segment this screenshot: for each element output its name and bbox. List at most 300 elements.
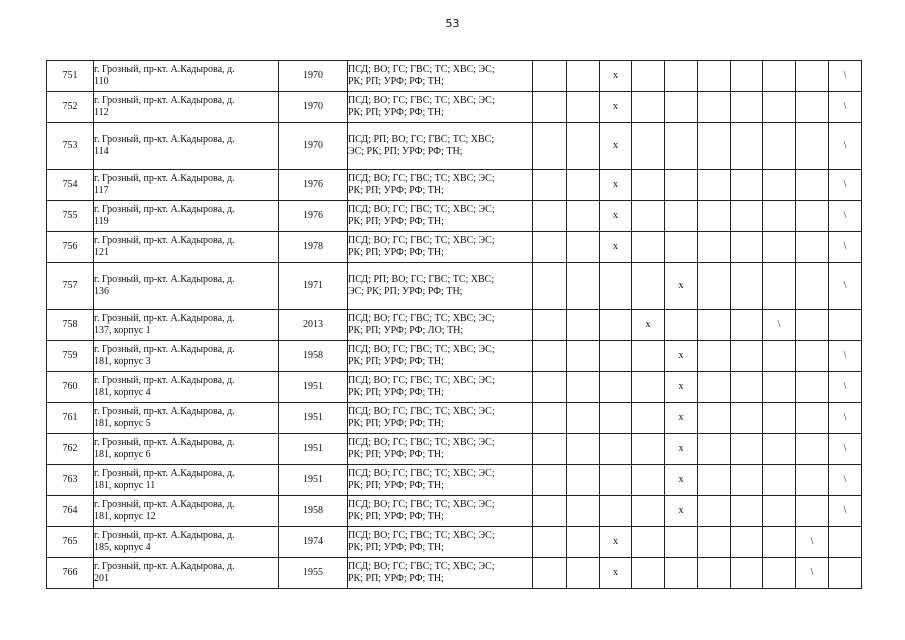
- mark-cell: x: [600, 92, 632, 123]
- year-cell: 1970: [279, 61, 348, 92]
- services-line-1: ПСД; ВО; ГС; ГВС; ТС; ХВС; ЭС;: [348, 437, 495, 448]
- services-cell: [348, 496, 533, 527]
- services-line-1: ПСД; ВО; ГС; ГВС; ТС; ХВС; ЭС;: [348, 344, 495, 355]
- year-cell: 1951: [279, 434, 348, 465]
- year-cell: 1970: [279, 92, 348, 123]
- services-line-2: РК; РП; УРФ; РФ; ТН;: [348, 387, 444, 398]
- year-cell: 1978: [279, 232, 348, 263]
- mark-cell: [731, 403, 763, 434]
- address-cell: [94, 310, 279, 341]
- services-cell: [348, 92, 533, 123]
- address-cell: [94, 403, 279, 434]
- row-number-cell: 762: [47, 434, 94, 465]
- mark-cell-last: \: [829, 61, 862, 92]
- mark-cell: [567, 465, 600, 496]
- mark-cell: [632, 201, 665, 232]
- address-line-1: г. Грозный, пр-кт. А.Кадырова, д.: [94, 468, 235, 479]
- mark-cell: x: [632, 310, 665, 341]
- address-line-2: 121: [94, 247, 109, 258]
- mark-cell: [698, 232, 731, 263]
- services-line-2: РК; РП; УРФ; РФ; ТН;: [348, 449, 444, 460]
- services-cell: [348, 465, 533, 496]
- mark-cell: [567, 123, 600, 170]
- mark-cell: [796, 434, 829, 465]
- mark-cell: [731, 92, 763, 123]
- mark-cell: [698, 201, 731, 232]
- mark-cell: [533, 372, 567, 403]
- address-line-1: г. Грозный, пр-кт. А.Кадырова, д.: [94, 406, 235, 417]
- mark-cell: [632, 403, 665, 434]
- year-cell: 1951: [279, 372, 348, 403]
- address-cell: [94, 558, 279, 589]
- mark-cell: [632, 170, 665, 201]
- year-cell: 1951: [279, 403, 348, 434]
- mark-cell: [763, 232, 796, 263]
- mark-cell: [698, 170, 731, 201]
- mark-cell: [731, 496, 763, 527]
- mark-cell: [665, 123, 698, 170]
- mark-cell: [600, 341, 632, 372]
- mark-cell: [665, 527, 698, 558]
- row-number-cell: 763: [47, 465, 94, 496]
- services-cell: [348, 263, 533, 310]
- table-row: [47, 527, 862, 558]
- services-cell: [348, 372, 533, 403]
- table-row: [47, 170, 862, 201]
- mark-cell: [763, 465, 796, 496]
- mark-cell: [731, 434, 763, 465]
- address-cell: [94, 465, 279, 496]
- mark-cell: [698, 92, 731, 123]
- mark-cell: [632, 123, 665, 170]
- mark-cell: [533, 201, 567, 232]
- mark-cell: [533, 232, 567, 263]
- year-cell: 1971: [279, 263, 348, 310]
- mark-cell: [763, 527, 796, 558]
- services-line-2: РК; РП; УРФ; РФ; ТН;: [348, 542, 444, 553]
- mark-cell: [600, 465, 632, 496]
- services-cell: [348, 61, 533, 92]
- address-cell: [94, 170, 279, 201]
- mark-cell: [796, 170, 829, 201]
- row-number-cell: 756: [47, 232, 94, 263]
- address-line-1: г. Грозный, пр-кт. А.Кадырова, д.: [94, 344, 235, 355]
- mark-cell: x: [600, 232, 632, 263]
- services-line-1: ПСД; ВО; ГС; ГВС; ТС; ХВС; ЭС;: [348, 64, 495, 75]
- mark-cell: x: [665, 341, 698, 372]
- services-cell: [348, 123, 533, 170]
- mark-cell: x: [600, 558, 632, 589]
- mark-cell: [567, 496, 600, 527]
- mark-cell: [698, 341, 731, 372]
- address-line-2: 112: [94, 107, 109, 118]
- housing-register-table: [46, 60, 862, 589]
- mark-cell: [567, 310, 600, 341]
- services-line-1: ПСД; РП; ВО; ГС; ГВС; ТС; ХВС;: [348, 134, 495, 145]
- mark-cell: [533, 263, 567, 310]
- mark-cell: [796, 372, 829, 403]
- address-line-1: г. Грозный, пр-кт. А.Кадырова, д.: [94, 235, 235, 246]
- mark-cell: [698, 372, 731, 403]
- mark-cell: x: [665, 403, 698, 434]
- row-number-cell: 757: [47, 263, 94, 310]
- mark-cell: [796, 403, 829, 434]
- table-row: [47, 61, 862, 92]
- address-cell: [94, 263, 279, 310]
- mark-cell: [533, 61, 567, 92]
- mark-cell: [533, 465, 567, 496]
- row-number-cell: 753: [47, 123, 94, 170]
- mark-cell: [763, 61, 796, 92]
- services-line-1: ПСД; ВО; ГС; ГВС; ТС; ХВС; ЭС;: [348, 313, 495, 324]
- mark-cell: [632, 496, 665, 527]
- mark-cell: [600, 496, 632, 527]
- mark-cell: [632, 465, 665, 496]
- table-row: [47, 372, 862, 403]
- mark-cell: [731, 170, 763, 201]
- services-line-1: ПСД; ВО; ГС; ГВС; ТС; ХВС; ЭС;: [348, 173, 495, 184]
- mark-cell: [796, 123, 829, 170]
- mark-cell: [567, 201, 600, 232]
- table-row: [47, 434, 862, 465]
- address-cell: [94, 372, 279, 403]
- address-line-2: 181, корпус 4: [94, 387, 151, 398]
- mark-cell: x: [600, 170, 632, 201]
- mark-cell: \: [796, 558, 829, 589]
- services-line-2: РК; РП; УРФ; РФ; ТН;: [348, 356, 444, 367]
- address-line-2: 185, корпус 4: [94, 542, 151, 553]
- page-number: 53: [445, 17, 460, 30]
- mark-cell: [763, 201, 796, 232]
- mark-cell: [665, 558, 698, 589]
- table-row: [47, 341, 862, 372]
- address-cell: [94, 92, 279, 123]
- services-line-2: ЭС; РК; РП; УРФ; РФ; ТН;: [348, 286, 463, 297]
- mark-cell: [567, 263, 600, 310]
- mark-cell: x: [665, 263, 698, 310]
- mark-cell: [632, 372, 665, 403]
- mark-cell: [796, 61, 829, 92]
- address-line-1: г. Грозный, пр-кт. А.Кадырова, д.: [94, 530, 235, 541]
- mark-cell: [763, 496, 796, 527]
- mark-cell: [632, 527, 665, 558]
- mark-cell: [533, 527, 567, 558]
- table-row: [47, 263, 862, 310]
- year-cell: 1951: [279, 465, 348, 496]
- address-line-1: г. Грозный, пр-кт. А.Кадырова, д.: [94, 437, 235, 448]
- year-cell: 1970: [279, 123, 348, 170]
- mark-cell: [567, 403, 600, 434]
- address-line-2: 181, корпус 12: [94, 511, 156, 522]
- mark-cell: [796, 232, 829, 263]
- mark-cell: [533, 341, 567, 372]
- row-number-cell: 764: [47, 496, 94, 527]
- mark-cell: [665, 170, 698, 201]
- services-cell: [348, 527, 533, 558]
- mark-cell: [567, 232, 600, 263]
- services-line-1: ПСД; ВО; ГС; ГВС; ТС; ХВС; ЭС;: [348, 375, 495, 386]
- row-number-cell: 755: [47, 201, 94, 232]
- address-line-1: г. Грозный, пр-кт. А.Кадырова, д.: [94, 375, 235, 386]
- mark-cell: [600, 310, 632, 341]
- address-cell: [94, 61, 279, 92]
- mark-cell: [698, 434, 731, 465]
- mark-cell: [533, 558, 567, 589]
- address-line-2: 119: [94, 216, 109, 227]
- address-cell: [94, 527, 279, 558]
- address-line-1: г. Грозный, пр-кт. А.Кадырова, д.: [94, 313, 235, 324]
- year-cell: 1958: [279, 496, 348, 527]
- mark-cell: x: [600, 527, 632, 558]
- table-row: [47, 465, 862, 496]
- mark-cell-last: \: [829, 372, 862, 403]
- services-line-2: РК; РП; УРФ; РФ; ТН;: [348, 511, 444, 522]
- address-line-2: 181, корпус 11: [94, 480, 156, 491]
- mark-cell: [632, 434, 665, 465]
- year-cell: 1976: [279, 201, 348, 232]
- mark-cell: x: [600, 201, 632, 232]
- mark-cell: [731, 123, 763, 170]
- mark-cell: [731, 61, 763, 92]
- services-cell: [348, 403, 533, 434]
- table-row: [47, 92, 862, 123]
- mark-cell: x: [665, 496, 698, 527]
- services-line-1: ПСД; РП; ВО; ГС; ГВС; ТС; ХВС;: [348, 274, 495, 285]
- mark-cell-last: \: [829, 341, 862, 372]
- table-row: [47, 403, 862, 434]
- table-row: [47, 123, 862, 170]
- mark-cell: [567, 170, 600, 201]
- mark-cell: [731, 263, 763, 310]
- services-line-2: РК; РП; УРФ; РФ; ТН;: [348, 480, 444, 491]
- mark-cell: [796, 201, 829, 232]
- address-line-1: г. Грозный, пр-кт. А.Кадырова, д.: [94, 64, 235, 75]
- mark-cell: [665, 92, 698, 123]
- mark-cell-last: [829, 558, 862, 589]
- mark-cell: [698, 310, 731, 341]
- year-cell: 1974: [279, 527, 348, 558]
- mark-cell: [567, 372, 600, 403]
- mark-cell-last: \: [829, 465, 862, 496]
- address-line-1: г. Грозный, пр-кт. А.Кадырова, д.: [94, 561, 235, 572]
- address-cell: [94, 341, 279, 372]
- row-number-cell: 761: [47, 403, 94, 434]
- mark-cell-last: \: [829, 263, 862, 310]
- table-row: [47, 232, 862, 263]
- mark-cell: [698, 465, 731, 496]
- mark-cell: [731, 465, 763, 496]
- mark-cell: [731, 201, 763, 232]
- mark-cell: [796, 496, 829, 527]
- mark-cell: [763, 434, 796, 465]
- services-line-2: РК; РП; УРФ; РФ; ТН;: [348, 107, 444, 118]
- services-cell: [348, 170, 533, 201]
- mark-cell: x: [600, 123, 632, 170]
- mark-cell: [533, 123, 567, 170]
- services-cell: [348, 434, 533, 465]
- address-line-2: 181, корпус 3: [94, 356, 151, 367]
- address-line-2: 181, корпус 6: [94, 449, 151, 460]
- services-line-2: ЭС; РК; РП; УРФ; РФ; ТН;: [348, 146, 463, 157]
- mark-cell: [763, 263, 796, 310]
- mark-cell-last: \: [829, 201, 862, 232]
- row-number-cell: 766: [47, 558, 94, 589]
- mark-cell-last: \: [829, 232, 862, 263]
- mark-cell: [731, 232, 763, 263]
- address-line-2: 136: [94, 286, 109, 297]
- mark-cell-last: \: [829, 92, 862, 123]
- address-line-1: г. Грозный, пр-кт. А.Кадырова, д.: [94, 173, 235, 184]
- services-line-1: ПСД; ВО; ГС; ГВС; ТС; ХВС; ЭС;: [348, 235, 495, 246]
- mark-cell: [533, 170, 567, 201]
- year-cell: 2013: [279, 310, 348, 341]
- year-cell: 1955: [279, 558, 348, 589]
- mark-cell: [731, 372, 763, 403]
- services-line-2: РК; РП; УРФ; РФ; ТН;: [348, 573, 444, 584]
- services-line-1: ПСД; ВО; ГС; ГВС; ТС; ХВС; ЭС;: [348, 530, 495, 541]
- mark-cell-last: \: [829, 403, 862, 434]
- mark-cell: [632, 92, 665, 123]
- mark-cell: [665, 232, 698, 263]
- mark-cell: [632, 263, 665, 310]
- mark-cell: [763, 558, 796, 589]
- mark-cell: x: [665, 372, 698, 403]
- mark-cell: [665, 310, 698, 341]
- address-line-1: г. Грозный, пр-кт. А.Кадырова, д.: [94, 95, 235, 106]
- mark-cell: [632, 61, 665, 92]
- mark-cell: [600, 434, 632, 465]
- mark-cell: [796, 341, 829, 372]
- mark-cell: [763, 170, 796, 201]
- mark-cell: [533, 310, 567, 341]
- mark-cell: [567, 61, 600, 92]
- mark-cell: [665, 61, 698, 92]
- address-cell: [94, 123, 279, 170]
- mark-cell: [731, 341, 763, 372]
- address-cell: [94, 232, 279, 263]
- mark-cell: [533, 92, 567, 123]
- services-line-1: ПСД; ВО; ГС; ГВС; ТС; ХВС; ЭС;: [348, 499, 495, 510]
- mark-cell: [698, 527, 731, 558]
- mark-cell: [763, 123, 796, 170]
- row-number-cell: 752: [47, 92, 94, 123]
- mark-cell: \: [763, 310, 796, 341]
- mark-cell: [567, 92, 600, 123]
- row-number-cell: 765: [47, 527, 94, 558]
- mark-cell-last: \: [829, 434, 862, 465]
- mark-cell: [600, 372, 632, 403]
- services-line-2: РК; РП; УРФ; РФ; ТН;: [348, 76, 444, 87]
- mark-cell: [731, 558, 763, 589]
- row-number-cell: 758: [47, 310, 94, 341]
- mark-cell: [731, 310, 763, 341]
- table-row: [47, 310, 862, 341]
- address-line-1: г. Грозный, пр-кт. А.Кадырова, д.: [94, 204, 235, 215]
- year-cell: 1958: [279, 341, 348, 372]
- mark-cell: x: [665, 434, 698, 465]
- table-row: [47, 496, 862, 527]
- services-line-2: РК; РП; УРФ; РФ; ТН;: [348, 185, 444, 196]
- row-number-cell: 754: [47, 170, 94, 201]
- address-cell: [94, 496, 279, 527]
- mark-cell: [796, 92, 829, 123]
- mark-cell: [763, 403, 796, 434]
- address-line-2: 117: [94, 185, 109, 196]
- mark-cell: [665, 201, 698, 232]
- services-cell: [348, 341, 533, 372]
- row-number-cell: 751: [47, 61, 94, 92]
- services-cell: [348, 558, 533, 589]
- services-line-2: РК; РП; УРФ; РФ; ТН;: [348, 216, 444, 227]
- mark-cell: [632, 558, 665, 589]
- mark-cell: [796, 263, 829, 310]
- mark-cell: [632, 341, 665, 372]
- address-line-2: 201: [94, 573, 109, 584]
- mark-cell: [632, 232, 665, 263]
- services-cell: [348, 310, 533, 341]
- mark-cell: [567, 341, 600, 372]
- mark-cell: [796, 310, 829, 341]
- mark-cell: x: [665, 465, 698, 496]
- services-line-2: РК; РП; УРФ; РФ; ТН;: [348, 247, 444, 258]
- mark-cell-last: [829, 527, 862, 558]
- services-line-2: РК; РП; УРФ; РФ; ЛО; ТН;: [348, 325, 464, 336]
- row-number-cell: 760: [47, 372, 94, 403]
- mark-cell: [533, 496, 567, 527]
- mark-cell-last: \: [829, 123, 862, 170]
- mark-cell: [796, 465, 829, 496]
- mark-cell: [567, 434, 600, 465]
- mark-cell: [763, 372, 796, 403]
- mark-cell: [698, 558, 731, 589]
- mark-cell: [567, 527, 600, 558]
- mark-cell: [533, 403, 567, 434]
- mark-cell: [763, 92, 796, 123]
- table-row: [47, 558, 862, 589]
- services-line-1: ПСД; ВО; ГС; ГВС; ТС; ХВС; ЭС;: [348, 95, 495, 106]
- year-cell: 1976: [279, 170, 348, 201]
- address-cell: [94, 201, 279, 232]
- mark-cell: x: [600, 61, 632, 92]
- mark-cell: [698, 61, 731, 92]
- mark-cell: \: [796, 527, 829, 558]
- mark-cell: [698, 123, 731, 170]
- address-line-2: 137, корпус 1: [94, 325, 151, 336]
- mark-cell-last: [829, 310, 862, 341]
- table-row: [47, 201, 862, 232]
- mark-cell: [698, 496, 731, 527]
- mark-cell: [731, 527, 763, 558]
- mark-cell: [600, 403, 632, 434]
- mark-cell-last: \: [829, 496, 862, 527]
- address-line-2: 114: [94, 146, 109, 157]
- address-cell: [94, 434, 279, 465]
- mark-cell: [698, 403, 731, 434]
- mark-cell: [533, 434, 567, 465]
- services-cell: [348, 201, 533, 232]
- services-line-2: РК; РП; УРФ; РФ; ТН;: [348, 418, 444, 429]
- services-line-1: ПСД; ВО; ГС; ГВС; ТС; ХВС; ЭС;: [348, 468, 495, 479]
- services-line-1: ПСД; ВО; ГС; ГВС; ТС; ХВС; ЭС;: [348, 406, 495, 417]
- address-line-2: 110: [94, 76, 109, 87]
- services-cell: [348, 232, 533, 263]
- mark-cell: [763, 341, 796, 372]
- address-line-2: 181, корпус 5: [94, 418, 151, 429]
- mark-cell: [600, 263, 632, 310]
- address-line-1: г. Грозный, пр-кт. А.Кадырова, д.: [94, 134, 235, 145]
- mark-cell-last: \: [829, 170, 862, 201]
- address-line-1: г. Грозный, пр-кт. А.Кадырова, д.: [94, 499, 235, 510]
